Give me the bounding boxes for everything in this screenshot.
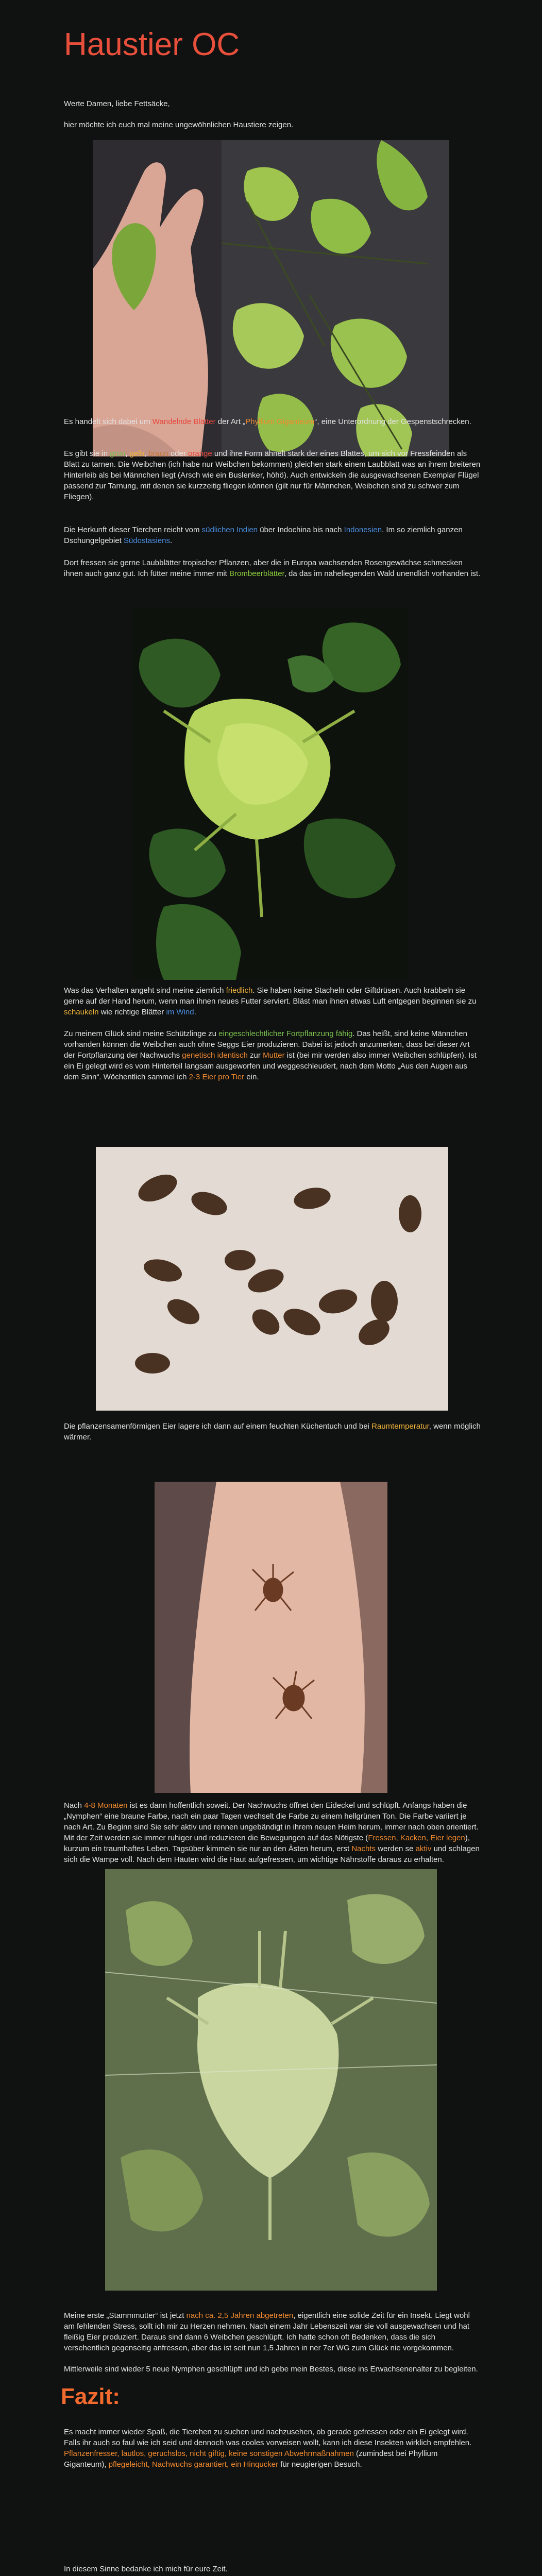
paragraph-colors: Es gibt sie in grün, gelb, braun oder orange und ihre Form ähnelt stark der eines Blattes, um sich vor Fressfeinden als Blatt zu tarnen. Die Weibchen (ich habe nur Weibchen bekommen) gleichen stark einem Laubblatt was an ihrem breiteren Hinterleib als bei Männchen liegt (Arsch wie ein Buslenker, höhö). Auch entwickeln die ausgewachsenen Exemplar Flügel passend zur Tarnung, mit denen sie kurzzeitig fliegen können (gilt nur für Männchen, Weibchen sind zu schwer zum Fliegen). bbox=[64, 449, 481, 501]
paragraph-thanks: In diesem Sinne bedanke ich mich für eure Zeit. bbox=[64, 2565, 228, 2573]
paragraph-origin: Die Herkunft dieser Tierchen reicht vom südlichen Indien über Indochina bis nach Indonesien. Im so ziemlich ganzen Dschungelgebiet Südostasiens. bbox=[64, 526, 463, 545]
paragraph-fazit: Es macht immer wieder Spaß, die Tierchen zu suchen und nachzusehen, ob gerade gefressen oder ein Ei gelegt wird. Falls ihr auch so faul wie ich seid und dennoch was cooles vorweisen wollt, kann ich diese Insekten wirklich empfehlen. Pflanzenfresser, lautlos, geruchslos, nicht giftig, keine sonstigen Abwehrmaßnahmen (zumindest bei Phyllium Giganteum), pflegeleicht, Nachwuchs garantiert, ein Hinqucker für neugierigen Besuch. bbox=[64, 2428, 472, 2469]
intro-line: hier möchte ich euch mal meine ungewöhnlichen Haustiere zeigen. bbox=[64, 121, 294, 129]
photo-leaf-insect-on-blackberry bbox=[133, 608, 409, 980]
paragraph-reproduction: Zu meinem Glück sind meine Schützlinge zu eingeschlechtlicher Fortpflanzung fähig. Das heißt, sind keine Männchen vorhanden können die Weibchen auch ohne Seggs Eier produzieren. Dabei ist jedoch anzumerken, dass bei dieser Art der Fortpflanzung der Nachwuchs genetisch identisch zur Mutter ist (bei mir werden also immer Weibchen schlüpfen). Ist ein Ei gelegt wird es vom Hinterteil langsam ausgeworfen und weggeschleudert, nach dem Motto „Aus den Augen aus dem Sinn“. Wöchentlich sammel ich 2-3 Eier pro Tier ein. bbox=[64, 1029, 477, 1081]
paragraph-food: Dort fressen sie gerne Laubblätter tropischer Pflanzen, aber die in Europa wachsenden Rosengewächse schmecken ihnen auch ganz gut. Ich fütter meine immer mit Brombeerblätter, da das im naheliegenden Wald unendlich vorhanden ist. bbox=[64, 558, 481, 578]
fazit-heading: Fazit: bbox=[61, 2384, 120, 2409]
photo-stammmutter bbox=[105, 1869, 437, 2291]
paragraph-behaviour: Was das Verhalten angeht sind meine ziemlich friedlich. Sie haben keine Stacheln oder Giftdrüsen. Auch krabbeln sie gerne auf der Hand herum, wenn man ihnen neues Futter serviert. Bläst man ihnen etwas Luft entgegen beginnen sie zu schaukeln wie richtige Blätter im Wind. bbox=[64, 986, 477, 1016]
photo-nymphs-on-wrist bbox=[155, 1482, 387, 1793]
page-title: Haustier OC bbox=[64, 27, 240, 62]
paragraph-species: Es handelt sich dabei um Wandelnde Blätter der Art „Phyllium Giganteum“, eine Unterordnung der Gespenstschrecken. bbox=[64, 417, 471, 426]
paragraph-hatching: Nach 4-8 Monaten ist es dann hoffentlich soweit. Der Nachwuchs öffnet den Eideckel und schlüpft. Anfangs haben die „Nymphen“ eine braune Farbe, nach ein paar Tagen wechselt die Farbe zu einem hellgrünen Ton. Die Farbe variiert je nach Art. Zu Beginn sind Sie sehr aktiv und rennen ungebändigt in ihrem neuen Heim herum, immer nach oben orientiert. Mit der Zeit werden sie immer ruhiger und reduzieren die Bewegungen auf das Nötigste (Fressen, Kacken, Eier legen), kurzum ein traumhaftes Leben. Tagsüber kimmeln sie nur an den Ästen herum, erst Nachts werden se aktiv und schlagen sich die Wampe voll. Nach dem Häuten wird die Haut aufgefressen, um wichtige Nährstoffe daraus zu erhalten. bbox=[64, 1801, 480, 1864]
photo-hand-leaf-insects bbox=[93, 140, 449, 456]
photo-eggs bbox=[96, 1147, 448, 1411]
paragraph-egg-storage: Die pflanzensamenförmigen Eier lagere ich dann auf einem feuchten Küchentuch und bei Raumtemperatur, wenn möglich wärmer. bbox=[64, 1422, 481, 1442]
paragraph-stammmutter: Meine erste „Stammmutter“ ist jetzt nach ca. 2,5 Jahren abgetreten, eigentlich eine solide Zeit für ein Insekt. Liegt wohl am fehlenden Stress, sollt ich mir zu Herzen nehmen. Nach einem Jahr Lebenszeit war sie voll ausgewachsen und hat fleißig Eier produziert. Daraus sind dann 6 Weibchen geschlüpft. Ich hatte schon oft Bedenken, dass die sich versehentlich gegenseitig anfressen, aber das ist seit nun 1,5 Jahren in ner 7er WG zum Glück nie vorgekommen. bbox=[64, 2311, 470, 2352]
paragraph-new-nymphs: Mittlerweile sind wieder 5 neue Nymphen geschlüpft und ich gebe mein Bestes, diese ins Erwachsenenalter zu begleiten. bbox=[64, 2365, 478, 2374]
intro-greeting: Werte Damen, liebe Fettsäcke, bbox=[64, 99, 170, 108]
